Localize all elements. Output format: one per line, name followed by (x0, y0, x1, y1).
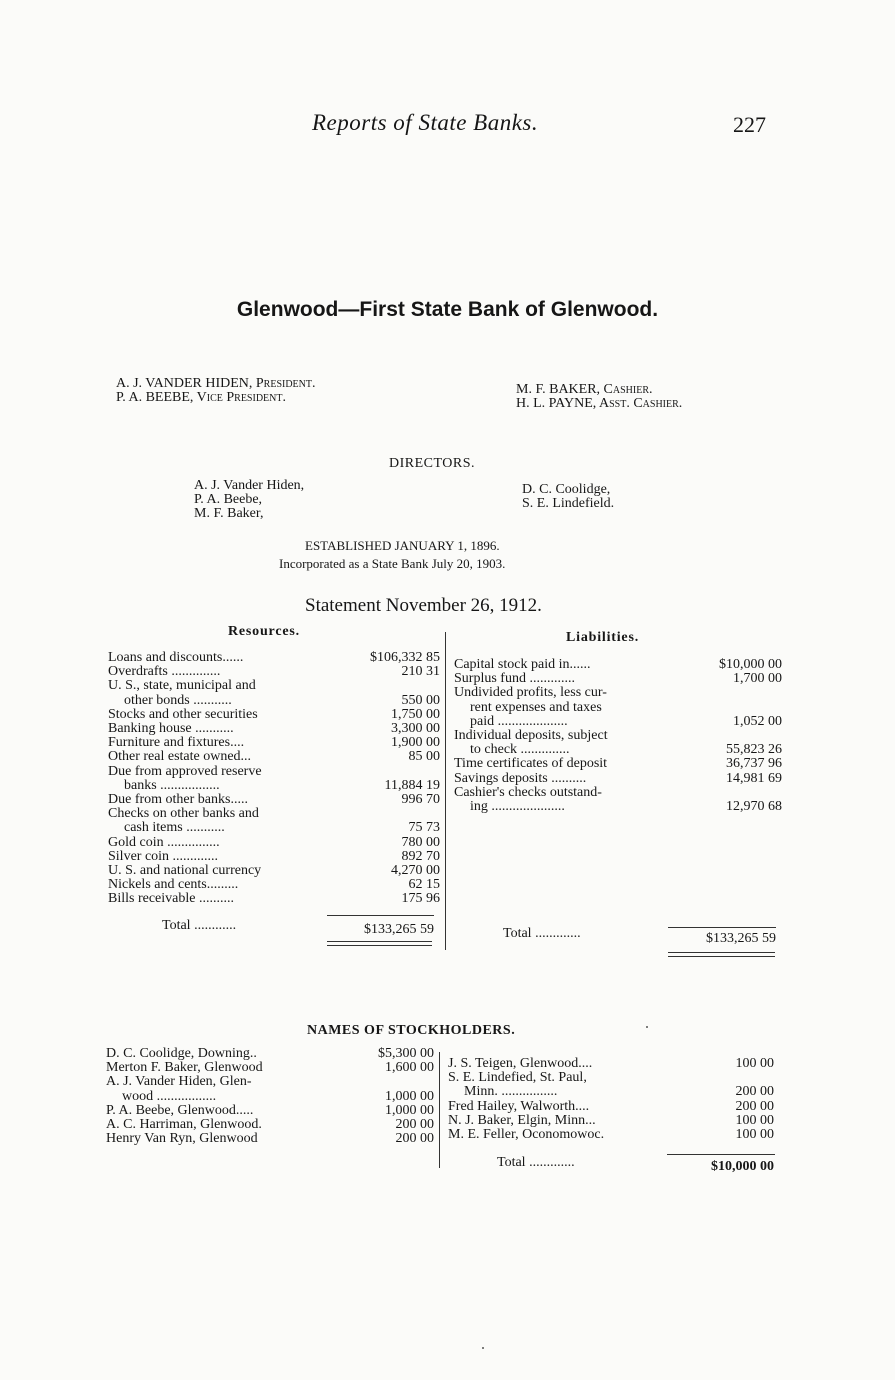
ledger-label: A. J. Vander Hiden, Glen- (106, 1075, 252, 1090)
ledger-row (108, 892, 440, 906)
officer-president: A. J. VANDER HIDEN, President. (116, 376, 316, 391)
ledger-label: Nickels and cents......... (108, 878, 239, 893)
page-number: 227 (733, 112, 766, 137)
ledger-row (454, 672, 782, 686)
directors-heading: DIRECTORS. (389, 456, 476, 471)
ledger-row (108, 793, 440, 807)
ledger-row (108, 722, 440, 736)
established-date: ESTABLISHED JANUARY 1, 1896. (305, 538, 500, 553)
ledger-row (106, 1075, 434, 1089)
ledger-row (448, 1100, 774, 1114)
ledger-amount: $106,332 85 (370, 650, 440, 665)
column-divider (445, 632, 446, 950)
ledger-amount: 550 00 (401, 692, 440, 708)
print-speck (646, 1026, 648, 1028)
ledger-label: Banking house ........... (108, 722, 234, 737)
ledger-label: ing ..................... (470, 800, 565, 815)
print-speck (482, 1347, 484, 1349)
ledger-label: wood ................. (122, 1089, 217, 1104)
ledger-label: paid .................... (470, 714, 568, 729)
ledger-amount: 200 00 (735, 1084, 774, 1100)
resources-total-rule (327, 915, 434, 916)
director-name: S. E. Lindefield. (522, 496, 615, 511)
ledger-amount: 210 31 (401, 664, 440, 680)
ledger-amount: 55,823 26 (726, 742, 782, 758)
running-header (0, 110, 895, 140)
ledger-row (448, 1128, 774, 1142)
ledger-row (108, 694, 440, 708)
ledger-row (108, 807, 440, 821)
bank-title: Glenwood—First State Bank of Glenwood. (236, 298, 659, 321)
ledger-row (106, 1132, 434, 1146)
ledger-amount: 75 73 (408, 820, 440, 836)
ledger-row (454, 757, 782, 771)
ledger-label: Other real estate owned... (108, 750, 252, 765)
stockholders-heading: NAMES OF STOCKHOLDERS. (307, 1023, 516, 1038)
ledger-row (454, 786, 782, 800)
ledger-row (454, 715, 782, 729)
ledger-amount: 100 00 (735, 1127, 774, 1143)
ledger-row (108, 651, 440, 665)
ledger-label: rent expenses and taxes (470, 700, 602, 715)
director-name: D. C. Coolidge, (522, 482, 611, 497)
ledger-row (108, 750, 440, 764)
ledger-amount: $10,000 00 (719, 657, 782, 672)
stockholders-total-rule (667, 1154, 775, 1155)
ledger-row (108, 679, 440, 693)
incorporated-date: Incorporated as a State Bank July 20, 1903. (279, 556, 506, 571)
ledger-row (108, 850, 440, 864)
ledger-amount: 3,300 00 (391, 721, 440, 737)
liabilities-total-double-rule (668, 952, 775, 957)
ledger-amount: 100 00 (735, 1112, 774, 1128)
ledger-label: D. C. Coolidge, Downing.. (106, 1047, 257, 1061)
ledger-amount: 4,270 00 (391, 863, 440, 879)
ledger-amount: 1,700 00 (733, 671, 782, 687)
ledger-label: Stocks and other securities (108, 707, 258, 722)
ledger-row (108, 779, 440, 793)
ledger-amount: 14,981 69 (726, 770, 782, 786)
ledger-label: Merton F. Baker, Glenwood (106, 1061, 263, 1076)
ledger-label: Loans and discounts...... (108, 651, 244, 665)
ledger-label: Overdrafts .............. (108, 665, 221, 680)
ledger-label: Savings deposits .......... (454, 771, 587, 786)
ledger-row (106, 1047, 434, 1061)
liabilities-total-amount: $133,265 59 (706, 931, 776, 946)
ledger-label: Undivided profits, less cur- (454, 686, 607, 701)
ledger-label: Henry Van Ryn, Glenwood (106, 1132, 258, 1147)
ledger-row (106, 1104, 434, 1118)
director-name: M. F. Baker, (194, 506, 264, 521)
ledger-row (106, 1061, 434, 1075)
ledger-amount: 1,750 00 (391, 706, 440, 722)
ledger-amount: 200 00 (395, 1131, 434, 1147)
ledger-row (454, 729, 782, 743)
liabilities-heading: Liabilities. (566, 630, 639, 645)
ledger-label: to check .............. (470, 743, 570, 758)
ledger-label: Surplus fund ............. (454, 672, 575, 687)
ledger-row (108, 765, 440, 779)
ledger-label: U. S., state, municipal and (108, 679, 256, 694)
ledger-label: A. C. Harriman, Glenwood. (106, 1118, 262, 1133)
resources-total-label: Total ............ (162, 918, 237, 933)
director-name: P. A. Beebe, (194, 492, 263, 507)
ledger-row (454, 800, 782, 814)
ledger-label: Cashier's checks outstand- (454, 785, 602, 800)
ledger-row (108, 708, 440, 722)
statement-date: Statement November 26, 1912. (305, 595, 542, 616)
ledger-amount: 1,000 00 (385, 1088, 434, 1104)
director-name: A. J. Vander Hiden, (194, 478, 305, 493)
ledger-amount: 1,000 00 (385, 1102, 434, 1118)
ledger-amount: 780 00 (401, 834, 440, 850)
ledger-label: N. J. Baker, Elgin, Minn... (448, 1113, 596, 1128)
ledger-label: U. S. and national currency (108, 864, 262, 879)
ledger-row (108, 736, 440, 750)
ledger-row (108, 821, 440, 835)
ledger-label: other bonds ........... (124, 693, 232, 708)
ledger-label: Fred Hailey, Walworth.... (448, 1099, 590, 1114)
resources-heading: Resources. (228, 624, 300, 639)
ledger-row (108, 864, 440, 878)
ledger-row (448, 1057, 774, 1071)
ledger-label: Capital stock paid in...... (454, 658, 591, 672)
resources-total-amount: $133,265 59 (364, 922, 434, 937)
officer-vice-president: P. A. BEEBE, Vice President. (116, 390, 286, 405)
ledger-amount: 12,970 68 (726, 799, 782, 815)
liabilities-ledger (454, 658, 782, 814)
ledger-row (454, 686, 782, 700)
ledger-label: J. S. Teigen, Glenwood.... (448, 1057, 593, 1071)
ledger-row (108, 836, 440, 850)
ledger-amount: 892 70 (401, 848, 440, 864)
ledger-amount: 1,900 00 (391, 735, 440, 751)
ledger-amount: 1,052 00 (733, 713, 782, 729)
ledger-row (108, 665, 440, 679)
ledger-label: Due from approved reserve (108, 764, 262, 779)
ledger-row (106, 1090, 434, 1104)
ledger-row (106, 1118, 434, 1132)
ledger-row (108, 878, 440, 892)
ledger-row (454, 701, 782, 715)
resources-total-double-rule (327, 941, 432, 946)
stockholders-divider (439, 1052, 440, 1168)
ledger-row (448, 1071, 774, 1085)
ledger-label: Minn. ................ (464, 1085, 558, 1100)
ledger-label: cash items ........... (124, 821, 225, 836)
ledger-row (454, 658, 782, 672)
ledger-amount: 200 00 (395, 1117, 434, 1133)
ledger-amount: 100 00 (735, 1056, 774, 1071)
ledger-row (448, 1085, 774, 1099)
stockholders-total-amount: $10,000 00 (711, 1159, 774, 1174)
ledger-label: P. A. Beebe, Glenwood..... (106, 1103, 254, 1118)
resources-ledger (108, 651, 440, 907)
ledger-label: Bills receivable .......... (108, 892, 234, 907)
ledger-amount: 996 70 (401, 792, 440, 808)
ledger-amount: 11,884 19 (384, 777, 440, 793)
ledger-label: Gold coin ............... (108, 835, 220, 850)
ledger-label: Checks on other banks and (108, 807, 259, 822)
liabilities-total-label: Total ............. (503, 926, 581, 941)
ledger-row (454, 772, 782, 786)
ledger-amount: 175 96 (401, 891, 440, 907)
running-title: Reports of State Banks. (312, 110, 539, 135)
stockholders-total-label: Total ............. (497, 1155, 575, 1170)
ledger-amount: 36,737 96 (726, 756, 782, 772)
ledger-label: Time certificates of deposit (454, 757, 608, 772)
ledger-label: Individual deposits, subject (454, 729, 608, 744)
ledger-amount: 200 00 (735, 1098, 774, 1114)
ledger-label: M. E. Feller, Oconomowoc. (448, 1128, 605, 1143)
ledger-label: Due from other banks..... (108, 793, 248, 808)
ledger-amount: 1,600 00 (385, 1060, 434, 1076)
liabilities-total-rule (668, 927, 776, 928)
ledger-amount: 85 00 (408, 749, 440, 765)
ledger-label: Silver coin ............. (108, 849, 219, 864)
ledger-label: S. E. Lindefied, St. Paul, (448, 1071, 587, 1086)
stockholders-left (106, 1047, 434, 1146)
officer-cashier: M. F. BAKER, Cashier. (516, 382, 653, 397)
ledger-amount: 62 15 (408, 877, 440, 893)
ledger-label: banks ................. (124, 778, 220, 793)
ledger-row (448, 1114, 774, 1128)
stockholders-right (448, 1057, 774, 1142)
ledger-amount: $5,300 00 (378, 1046, 434, 1061)
ledger-label: Furniture and fixtures.... (108, 736, 245, 751)
ledger-row (454, 743, 782, 757)
officer-asst-cashier: H. L. PAYNE, Asst. Cashier. (516, 396, 683, 411)
